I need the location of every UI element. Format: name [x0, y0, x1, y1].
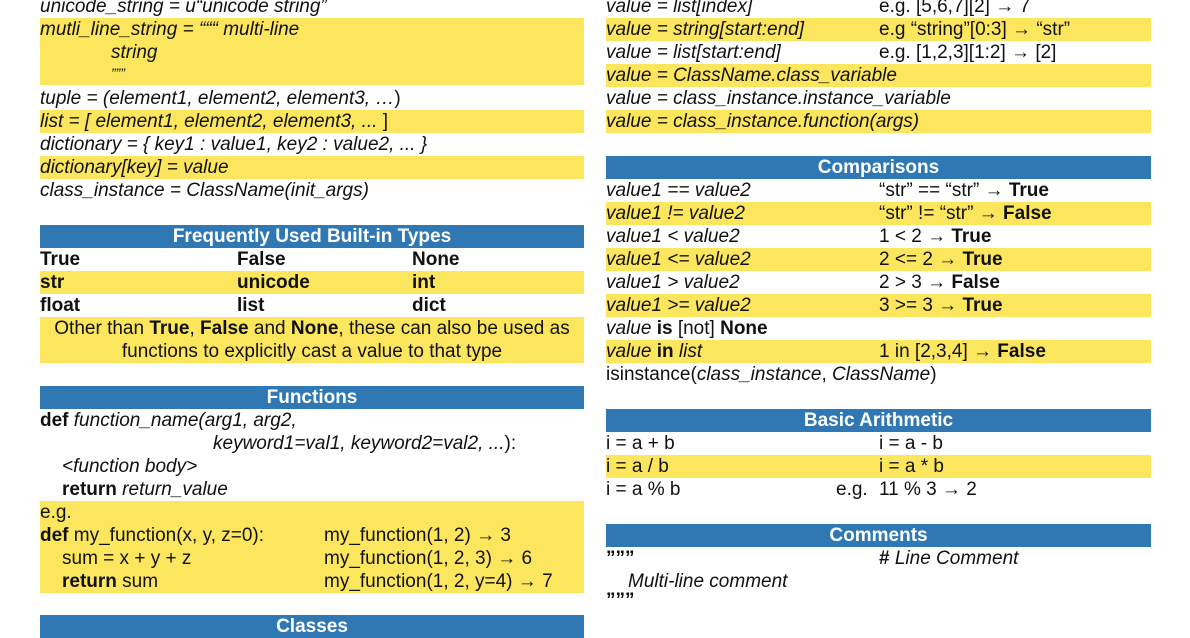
arithmetic-row: i = a + b i = a - b — [606, 433, 943, 454]
access-row: value = class_instance.instance_variable — [606, 88, 951, 109]
builtins-note: Other than True, False and None, these can also be used as functions to explicitly cast a value to that type — [40, 317, 584, 363]
functions-header: Functions — [40, 386, 584, 409]
builtins-row: float list dict — [40, 295, 446, 316]
builtins-header: Frequently Used Built-in Types — [40, 225, 584, 248]
access-row: value = ClassName.class_variable — [606, 64, 1151, 87]
multiline-comment-row: Multi-line comment — [628, 571, 788, 592]
comparison-row: value1 <= value2 2 <= 2 → True — [606, 248, 1151, 271]
in-list-row: value in list 1 in [2,3,4] → False — [606, 340, 1151, 363]
builtins-row: True False None — [40, 249, 460, 270]
comparisons-header: Comparisons — [606, 156, 1151, 179]
arithmetic-row: i = a / b i = a * b — [606, 455, 1151, 478]
comparison-row: value1 != value2 “str” != “str” → False — [606, 202, 1151, 225]
function-body-line: <function body> — [62, 456, 198, 477]
isinstance-row: isinstance(class_instance, ClassName) — [606, 364, 937, 385]
dictionary-line: dictionary = { key1 : value1, key2 : value2, ... } — [40, 134, 428, 155]
comparison-row: value1 < value2 1 < 2 → True — [606, 226, 992, 247]
dictionary-key-line: dictionary[key] = value — [40, 156, 584, 179]
list-line: list = [ element1, element2, element3, ... ] — [40, 110, 584, 133]
def-signature-line: def function_name(arg1, arg2, — [40, 410, 297, 431]
classes-header: Classes — [40, 615, 584, 638]
access-row: value = list[start:end] e.g. [1,2,3][1:2] → [2] — [606, 42, 1057, 63]
access-row: value = list[index] e.g. [5,6,7][2] → 7 — [606, 0, 1031, 17]
class-instance-line: class_instance = ClassName(init_args) — [40, 180, 369, 201]
comparison-row: value1 >= value2 3 >= 3 → True — [606, 294, 1151, 317]
is-not-none-row: value is [not] None — [606, 318, 768, 339]
def-signature-line-2: keyword1=val1, keyword2=val2, ...): — [213, 433, 517, 454]
comparison-row: value1 == value2 “str” == “str” → True — [606, 180, 1049, 201]
function-example-block: e.g. def my_function(x, y, z=0): my_function(1, 2) → 3 sum = x + y + z my_function(1, 2, 3) → 6 return sum my_function(1, 2, y=4) → 7 — [40, 501, 584, 593]
comments-header: Comments — [606, 524, 1151, 547]
unicode-string-line: unicode_string = u“unicode string” — [40, 0, 327, 17]
return-line: return return_value — [62, 479, 228, 500]
builtins-row: str unicode int — [40, 271, 584, 294]
arithmetic-header: Basic Arithmetic — [606, 409, 1151, 432]
comment-close-row: ””” — [606, 590, 635, 611]
tuple-line: tuple = (element1, element2, element3, …) — [40, 88, 401, 109]
comment-row: ””” # Line Comment — [606, 548, 1019, 569]
comparison-row: value1 > value2 2 > 3 → False — [606, 272, 1000, 293]
modulo-row: i = a % b e.g. 11 % 3 → 2 — [606, 479, 977, 500]
access-row: value = class_instance.function(args) — [606, 110, 1151, 133]
access-row: value = string[start:end] e.g “string”[0:3] → “str” — [606, 18, 1151, 41]
multiline-string-block: mutli_line_string = “““ multi-line string ””” — [40, 18, 584, 85]
